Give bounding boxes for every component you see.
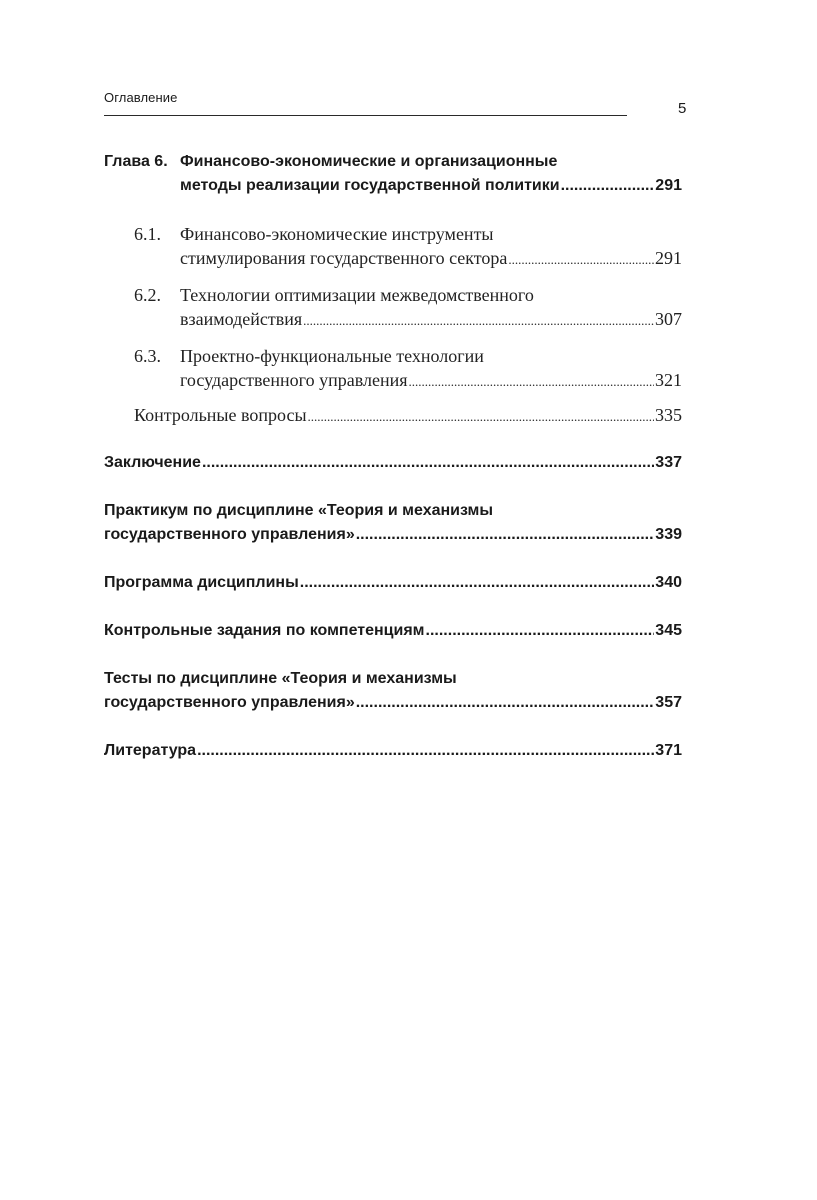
- control-questions-row: [104, 403, 682, 429]
- control-questions-label: Контрольные вопросы: [134, 405, 307, 425]
- dot-leader: [202, 451, 654, 475]
- toc-control-tasks[interactable]: [104, 619, 682, 643]
- entry-row: [104, 571, 682, 595]
- entry-page: 345: [655, 622, 682, 639]
- dot-leader: [303, 307, 654, 333]
- section-page: 321: [655, 370, 682, 390]
- section-page: 291: [655, 248, 682, 268]
- entry-title: Заключение: [104, 454, 201, 471]
- entry-title-line2: государственного управления»: [104, 526, 355, 543]
- section-title-line2-row: [104, 307, 682, 333]
- entry-title-line1: Тесты по дисциплине «Теория и механизмы: [104, 670, 457, 687]
- entry-title: Программа дисциплины: [104, 574, 299, 591]
- dot-leader: [409, 368, 655, 394]
- section-title-line1: Проектно-функциональные технологии: [180, 346, 484, 366]
- entry-row: [104, 691, 682, 715]
- entry-title-line2: государственного управления»: [104, 694, 355, 711]
- dot-leader: [508, 246, 654, 272]
- dot-leader: [308, 403, 654, 429]
- section-page: 307: [655, 309, 682, 329]
- dot-leader: [561, 174, 655, 198]
- chapter-title-line2-row: [104, 174, 682, 198]
- control-questions-page: 335: [655, 405, 682, 425]
- dot-leader: [300, 571, 655, 595]
- dot-leader: [356, 523, 655, 547]
- entry-title-line1: Практикум по дисциплине «Теория и механизмы: [104, 502, 494, 519]
- toc-control-questions[interactable]: [104, 403, 682, 427]
- entry-page: 371: [655, 742, 682, 759]
- section-title-line2: стимулирования государственного сектора: [180, 248, 508, 268]
- toc-literature[interactable]: [104, 739, 682, 763]
- entry-page: 339: [655, 526, 682, 543]
- section-title-line1: Технологии оптимизации межведомственного: [180, 285, 534, 305]
- section-title-line2-row: [104, 246, 682, 272]
- toc-section-6-3[interactable]: [104, 344, 682, 392]
- table-of-contents: [104, 150, 682, 763]
- entry-page: 357: [655, 694, 682, 711]
- entry-page: 337: [655, 454, 682, 471]
- running-header-title: Оглавление: [104, 90, 178, 105]
- entry-title: Литература: [104, 742, 197, 759]
- entry-row: [104, 619, 682, 643]
- section-title-line1: Финансово-экономические инструменты: [180, 224, 494, 244]
- section-title-line2: взаимодействия: [180, 309, 303, 329]
- entry-row: [104, 451, 682, 475]
- section-number: 6.2.: [134, 285, 161, 305]
- chapter-label: Глава 6.: [104, 153, 168, 170]
- entry-row: [104, 523, 682, 547]
- section-number: 6.3.: [134, 346, 161, 366]
- toc-practicum[interactable]: [104, 499, 682, 547]
- entry-title: Контрольные задания по компетенциям: [104, 622, 425, 639]
- entry-row: [104, 739, 682, 763]
- page-number: 5: [678, 100, 687, 117]
- chapter-title-line2: методы реализации государственной политики: [180, 177, 560, 194]
- section-number: 6.1.: [134, 224, 161, 244]
- toc-tests[interactable]: [104, 667, 682, 715]
- chapter-title-line1: Финансово-экономические и организационные: [180, 153, 558, 170]
- toc-chapter-6[interactable]: [104, 150, 682, 198]
- toc-section-6-1[interactable]: [104, 222, 682, 270]
- dot-leader: [426, 619, 655, 643]
- running-header: [104, 88, 627, 116]
- toc-conclusion[interactable]: [104, 451, 682, 475]
- toc-program[interactable]: [104, 571, 682, 595]
- chapter-page: 291: [655, 177, 682, 194]
- section-title-line2: государственного управления: [180, 370, 408, 390]
- entry-page: 340: [655, 574, 682, 591]
- dot-leader: [197, 739, 654, 763]
- dot-leader: [356, 691, 655, 715]
- toc-section-6-2[interactable]: [104, 283, 682, 331]
- section-title-line2-row: [104, 368, 682, 394]
